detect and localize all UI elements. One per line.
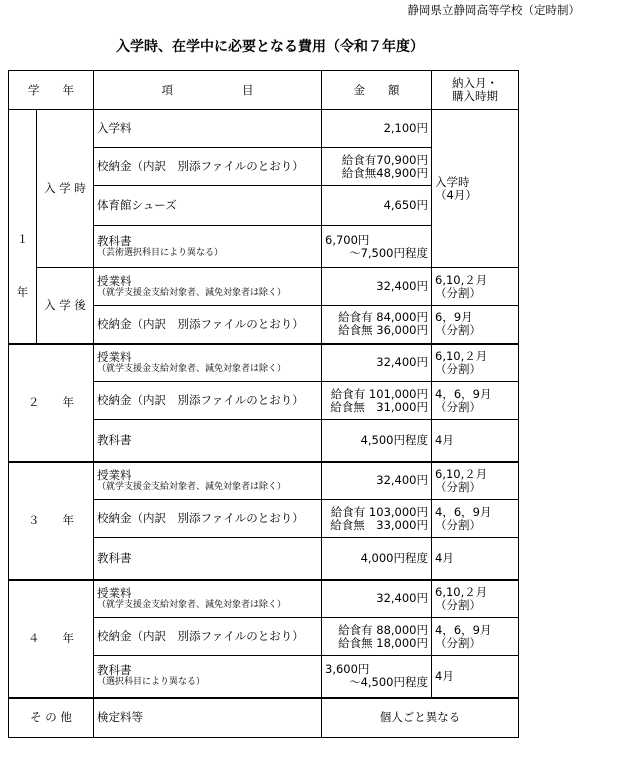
- amount-cell: 32,400円: [322, 268, 432, 306]
- item-cell: 校納金（内訳 別添ファイルのとおり）: [94, 148, 322, 186]
- timing-cell: 6，9月 （分割）: [432, 306, 519, 344]
- table-row: [9, 344, 519, 382]
- amount-cell: 給食有70,900円 給食無48,900円: [322, 148, 432, 186]
- item-cell: 体育館シューズ: [94, 186, 322, 226]
- item-note: （選択科目により異なる）: [97, 677, 206, 688]
- other-label: そ の 他: [9, 698, 94, 738]
- header-item: 項 目: [94, 71, 322, 110]
- item-cell: 入学料: [94, 110, 322, 148]
- timing-cell: 4，6，9月 （分割）: [432, 382, 519, 420]
- table-row: [9, 462, 519, 500]
- amount-cell: 給食有 88,000円 給食無 18,000円: [322, 618, 432, 656]
- item-cell: 校納金（内訳 別添ファイルのとおり）: [94, 382, 322, 420]
- amount-cell: 3,600円 ～4,500円程度: [322, 656, 432, 698]
- year1-label: １ 年: [9, 110, 37, 344]
- item-cell: 校納金（内訳 別添ファイルのとおり）: [94, 306, 322, 344]
- header-row: [9, 71, 519, 110]
- timing-cell: 6,10,２月 （分割）: [432, 462, 519, 500]
- page-title: 入学時、在学中に必要となる費用（令和７年度）: [116, 39, 424, 55]
- amount-cell: 32,400円: [322, 344, 432, 382]
- amount-cell: 給食有 84,000円 給食無 36,000円: [322, 306, 432, 344]
- table-row: [9, 698, 519, 738]
- item-note: （就学支援金支給対象者、減免対象者は除く）: [97, 363, 287, 374]
- amount-cell: 4,500円程度: [322, 420, 432, 462]
- header-timing: 納入月・ 購入時期: [432, 71, 519, 110]
- timing-cell: 入学時 （4月）: [432, 110, 519, 268]
- item-cell: 授業料 （就学支援金支給対象者、減免対象者は除く）: [94, 462, 322, 500]
- year1-enroll-label: 入 学 時: [37, 110, 94, 268]
- item-cell: 授業料 （就学支援金支給対象者、減免対象者は除く）: [94, 344, 322, 382]
- table-row: [9, 268, 519, 306]
- amount-cell: 給食有 101,000円 給食無 31,000円: [322, 382, 432, 420]
- amount-cell: 6,700円 ～7,500円程度: [322, 226, 432, 268]
- amount-cell: 2,100円: [322, 110, 432, 148]
- amount-cell: 32,400円: [322, 462, 432, 500]
- item-cell: 授業料 （就学支援金支給対象者、減免対象者は除く）: [94, 580, 322, 618]
- item-cell: 教科書 （選択科目により異なる）: [94, 656, 322, 698]
- amount-cell: 4,650円: [322, 186, 432, 226]
- amount-cell: 個人ごと異なる: [322, 698, 519, 738]
- table-row: [9, 110, 519, 148]
- timing-cell: 4月: [432, 656, 519, 698]
- timing-cell: 6,10,２月 （分割）: [432, 268, 519, 306]
- timing-cell: 4，6，9月 （分割）: [432, 500, 519, 538]
- item-note: （就学支援金支給対象者、減免対象者は除く）: [97, 599, 287, 610]
- item-cell: 教科書: [94, 420, 322, 462]
- timing-cell: 4，6，9月 （分割）: [432, 618, 519, 656]
- amount-cell: 32,400円: [322, 580, 432, 618]
- item-note: （芸術選択科目により異なる）: [97, 247, 224, 258]
- header-amount: 金 額: [322, 71, 432, 110]
- item-cell: 校納金（内訳 別添ファイルのとおり）: [94, 500, 322, 538]
- year2-label: ２ 年: [9, 344, 94, 462]
- timing-cell: 4月: [432, 538, 519, 580]
- table-row: [9, 580, 519, 618]
- item-note: （就学支援金支給対象者、減免対象者は除く）: [97, 481, 287, 492]
- timing-cell: 6,10,２月 （分割）: [432, 580, 519, 618]
- timing-cell: 4月: [432, 420, 519, 462]
- year4-label: ４ 年: [9, 580, 94, 698]
- timing-cell: 6,10,２月 （分割）: [432, 344, 519, 382]
- year1-after-label: 入 学 後: [37, 268, 94, 344]
- amount-cell: 4,000円程度: [322, 538, 432, 580]
- year3-label: ３ 年: [9, 462, 94, 580]
- item-cell: 授業料 （就学支援金支給対象者、減免対象者は除く）: [94, 268, 322, 306]
- item-cell: 教科書 （芸術選択科目により異なる）: [94, 226, 322, 268]
- item-note: （就学支援金支給対象者、減免対象者は除く）: [97, 287, 287, 298]
- item-cell: 教科書: [94, 538, 322, 580]
- item-cell: 検定料等: [94, 698, 322, 738]
- amount-cell: 給食有 103,000円 給食無 33,000円: [322, 500, 432, 538]
- school-name: 静岡県立静岡高等学校（定時制）: [407, 3, 580, 17]
- item-cell: 校納金（内訳 別添ファイルのとおり）: [94, 618, 322, 656]
- header-grade: 学 年: [9, 71, 94, 110]
- fee-table: [8, 70, 519, 738]
